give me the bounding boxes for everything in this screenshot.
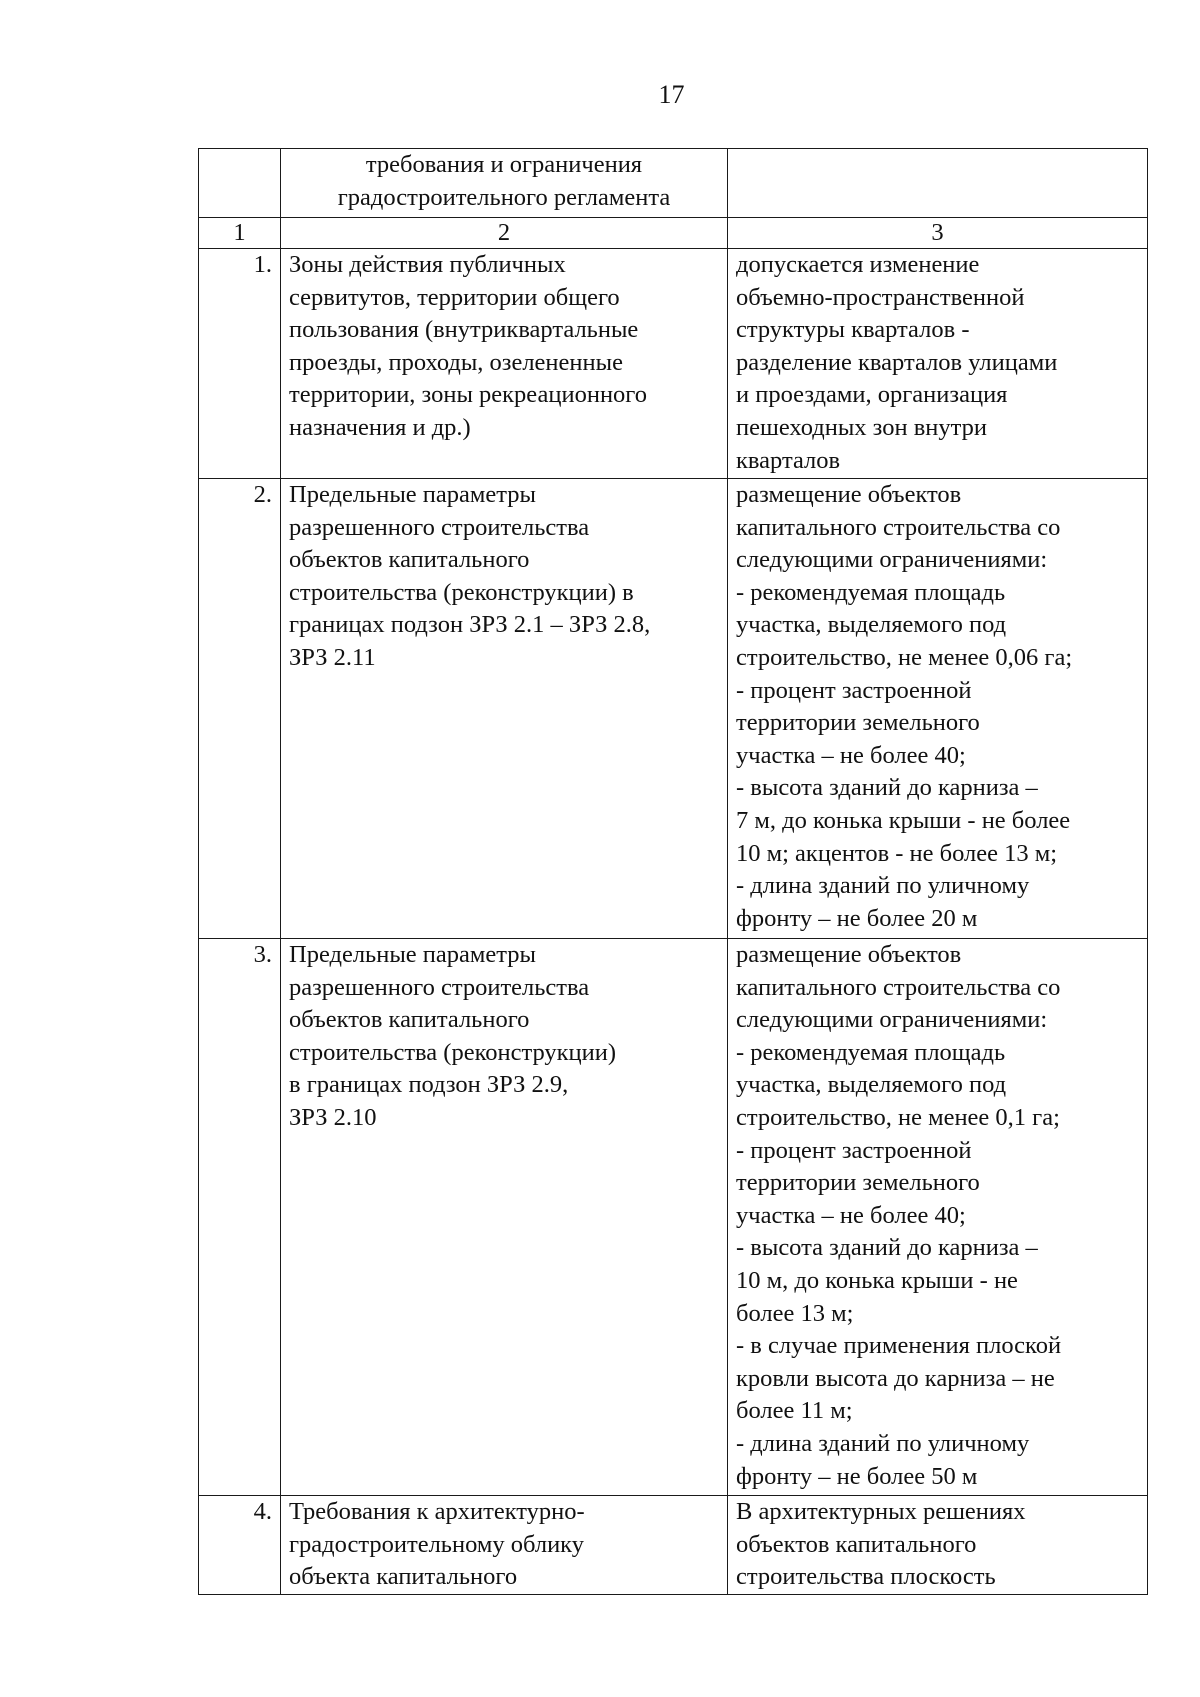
cell-line: участка – не более 40; (736, 741, 966, 769)
page-number: 17 (658, 80, 685, 109)
cell-line: кровли высота до карниза – не (736, 1364, 1055, 1392)
table-header-row (199, 149, 1148, 218)
cell-line: разделение кварталов улицами (736, 348, 1058, 376)
cell-line: участка – не более 40; (736, 1201, 966, 1229)
cell-line: строительства (реконструкции) в (289, 578, 634, 606)
cell-line: градостроительному облику (289, 1530, 584, 1558)
header-cell-number (199, 149, 281, 218)
cell-line: 10 м, до конька крыши - не (736, 1266, 1018, 1294)
cell-line: Предельные параметры (289, 941, 537, 968)
cell-line: - рекомендуемая площадь (736, 578, 1006, 606)
cell-line: территории, зоны рекреационного (289, 381, 647, 409)
cell-line: капитального строительства со (736, 513, 1061, 541)
cell-line: - высота зданий до карниза – (736, 1234, 1038, 1262)
cell-line: назначения и др.) (289, 413, 471, 441)
cell-line: объекта капитального (289, 1563, 518, 1591)
cell-line: фронту – не более 50 м (736, 1462, 978, 1490)
column-number-row (199, 218, 1148, 249)
cell-line: и проездами, организация (736, 381, 1008, 409)
row-requirement (728, 249, 1148, 479)
cell-line: фронту – не более 20 м (736, 904, 978, 932)
row-requirement (728, 479, 1148, 939)
cell-line: сервитутов, территории общего (289, 283, 620, 311)
cell-line: - длина зданий по уличному (736, 1429, 1030, 1457)
cell-line: - процент застроенной (736, 1136, 972, 1164)
cell-line: строительство, не менее 0,1 га; (736, 1103, 1060, 1131)
cell-line: территории земельного (736, 1169, 980, 1197)
cell-line: ЗРЗ 2.11 (289, 643, 376, 671)
cell-line: Зоны действия публичных (289, 251, 566, 278)
cell-line: 10 м; акцентов - не более 13 м; (736, 839, 1058, 867)
cell-line: структуры кварталов - (736, 316, 970, 344)
column-number-1: 1 (199, 218, 281, 249)
cell-line: разрешенного строительства (289, 513, 590, 541)
cell-line: пешеходных зон внутри (736, 413, 987, 441)
cell-line: строительство, не менее 0,06 га; (736, 643, 1073, 671)
row-parameter (281, 479, 728, 939)
table-row (199, 1496, 1148, 1595)
cell-line: разрешенного строительства (289, 973, 590, 1001)
cell-line: допускается изменение (736, 251, 980, 278)
cell-line: - в случае применения плоской (736, 1332, 1062, 1360)
cell-line: строительства (реконструкции) (289, 1038, 617, 1066)
row-requirement (728, 939, 1148, 1496)
cell-line: более 11 м; (736, 1397, 853, 1425)
row-number: 1. (199, 249, 281, 479)
header-cell-values (728, 149, 1148, 218)
table-row (199, 939, 1148, 1496)
cell-line: следующими ограничениями: (736, 1006, 1048, 1034)
cell-line: - длина зданий по уличному (736, 872, 1030, 900)
cell-line: капитального строительства со (736, 973, 1061, 1001)
header-line: градостроительного регламента (337, 183, 671, 211)
table-row (199, 479, 1148, 939)
cell-line: следующими ограничениями: (736, 546, 1048, 574)
cell-line: размещение объектов (736, 941, 962, 968)
cell-line: - высота зданий до карниза – (736, 774, 1038, 802)
column-number-2: 2 (281, 218, 728, 249)
cell-line: более 13 м; (736, 1299, 854, 1327)
row-number: 4. (199, 1496, 281, 1595)
cell-line: Требования к архитектурно- (289, 1498, 585, 1525)
cell-line: пользования (внутриквартальные (289, 316, 639, 344)
cell-line: 7 м, до конька крыши - не более (736, 806, 1071, 834)
cell-line: Предельные параметры (289, 481, 537, 508)
row-requirement (728, 1496, 1148, 1595)
cell-line: участка, выделяемого под (736, 611, 1007, 639)
cell-line: объектов капитального (289, 1006, 530, 1034)
cell-line: размещение объектов (736, 481, 962, 508)
cell-line: границах подзон ЗРЗ 2.1 – ЗРЗ 2.8, (289, 611, 651, 639)
table-row (199, 249, 1148, 479)
header-line: требования и ограничения (365, 151, 643, 178)
row-parameter (281, 1496, 728, 1595)
row-parameter (281, 249, 728, 479)
cell-line: В архитектурных решениях (736, 1498, 1026, 1525)
cell-line: ЗРЗ 2.10 (289, 1103, 377, 1131)
cell-line: объектов капитального (289, 546, 530, 574)
cell-line: объемно-пространственной (736, 283, 1025, 311)
header-cell-requirements (281, 149, 728, 218)
row-number: 2. (199, 479, 281, 939)
cell-line: проезды, проходы, озелененные (289, 348, 623, 376)
cell-line: в границах подзон ЗРЗ 2.9, (289, 1071, 569, 1099)
cell-line: объектов капитального (736, 1530, 977, 1558)
cell-line: строительства плоскость (736, 1563, 996, 1591)
cell-line: - процент застроенной (736, 676, 972, 704)
row-parameter (281, 939, 728, 1496)
cell-line: кварталов (736, 446, 841, 474)
column-number-3: 3 (728, 218, 1148, 249)
cell-line: участка, выделяемого под (736, 1071, 1007, 1099)
cell-line: - рекомендуемая площадь (736, 1038, 1006, 1066)
row-number: 3. (199, 939, 281, 1496)
regulation-table (198, 148, 1148, 1595)
cell-line: территории земельного (736, 709, 980, 737)
